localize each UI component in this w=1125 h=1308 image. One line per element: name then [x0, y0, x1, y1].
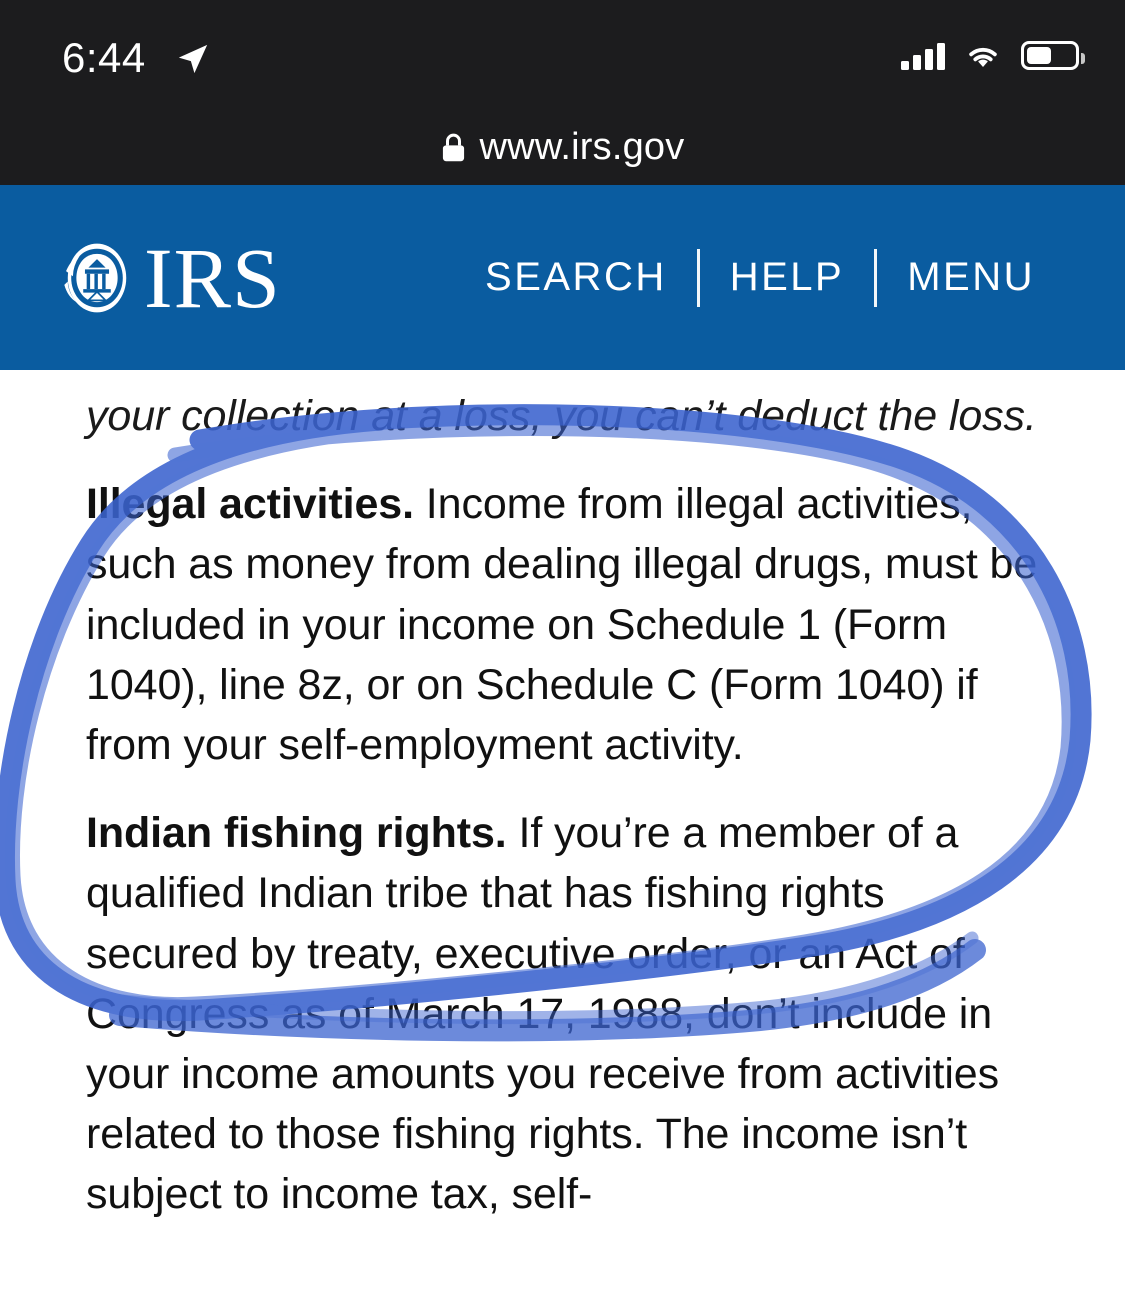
irs-seal-icon — [54, 235, 140, 321]
irs-logo[interactable] — [54, 229, 281, 326]
status-bar — [0, 0, 1125, 110]
paragraph-continuation — [86, 386, 1039, 446]
paragraph-text: If you’re a member of a qualified Indian tribe that has fishing rights secured by treaty, executive order, or an Act of Congress as of March 17, 1988, don’t include in your income amounts you receive from activities related to those fishing rights. The income isn’t subject to income tax, self- — [86, 809, 999, 1219]
battery-icon — [1021, 41, 1079, 70]
paragraph-lead-in: Illegal activities. — [86, 480, 414, 529]
article-content — [0, 370, 1125, 1224]
cellular-signal-icon — [901, 40, 945, 70]
location-arrow-icon — [176, 42, 210, 76]
paragraph-lead-in: Indian fishing rights. — [86, 809, 507, 858]
nav-item-help[interactable]: HELP — [729, 255, 845, 299]
paragraph-illegal-activities — [86, 474, 1039, 775]
nav-divider — [697, 249, 700, 307]
irs-logo-text: IRS — [144, 229, 281, 326]
paragraph-indian-fishing-rights — [86, 803, 1039, 1224]
site-nav — [455, 249, 1065, 307]
paragraph-text: Income from illegal activities, such as money from dealing illegal drugs, must be included in your income on Schedule 1 (Form 1040), line 8z, or on Schedule C (Form 1040) if from your self-employment activity. — [86, 480, 1038, 769]
url-text: www.irs.gov — [479, 126, 685, 168]
nav-divider — [874, 249, 877, 307]
status-bar-indicators — [901, 40, 1079, 70]
site-header — [0, 185, 1125, 370]
paragraph-text: your collection at a loss, you can’t deduct the loss. — [86, 392, 1037, 440]
status-bar-clock: 6:44 — [62, 34, 146, 81]
nav-item-search[interactable]: SEARCH — [485, 255, 667, 299]
lock-icon — [441, 133, 466, 163]
browser-url-bar[interactable] — [0, 110, 1125, 185]
wifi-icon — [963, 40, 1003, 70]
nav-item-menu[interactable]: MENU — [907, 255, 1035, 299]
